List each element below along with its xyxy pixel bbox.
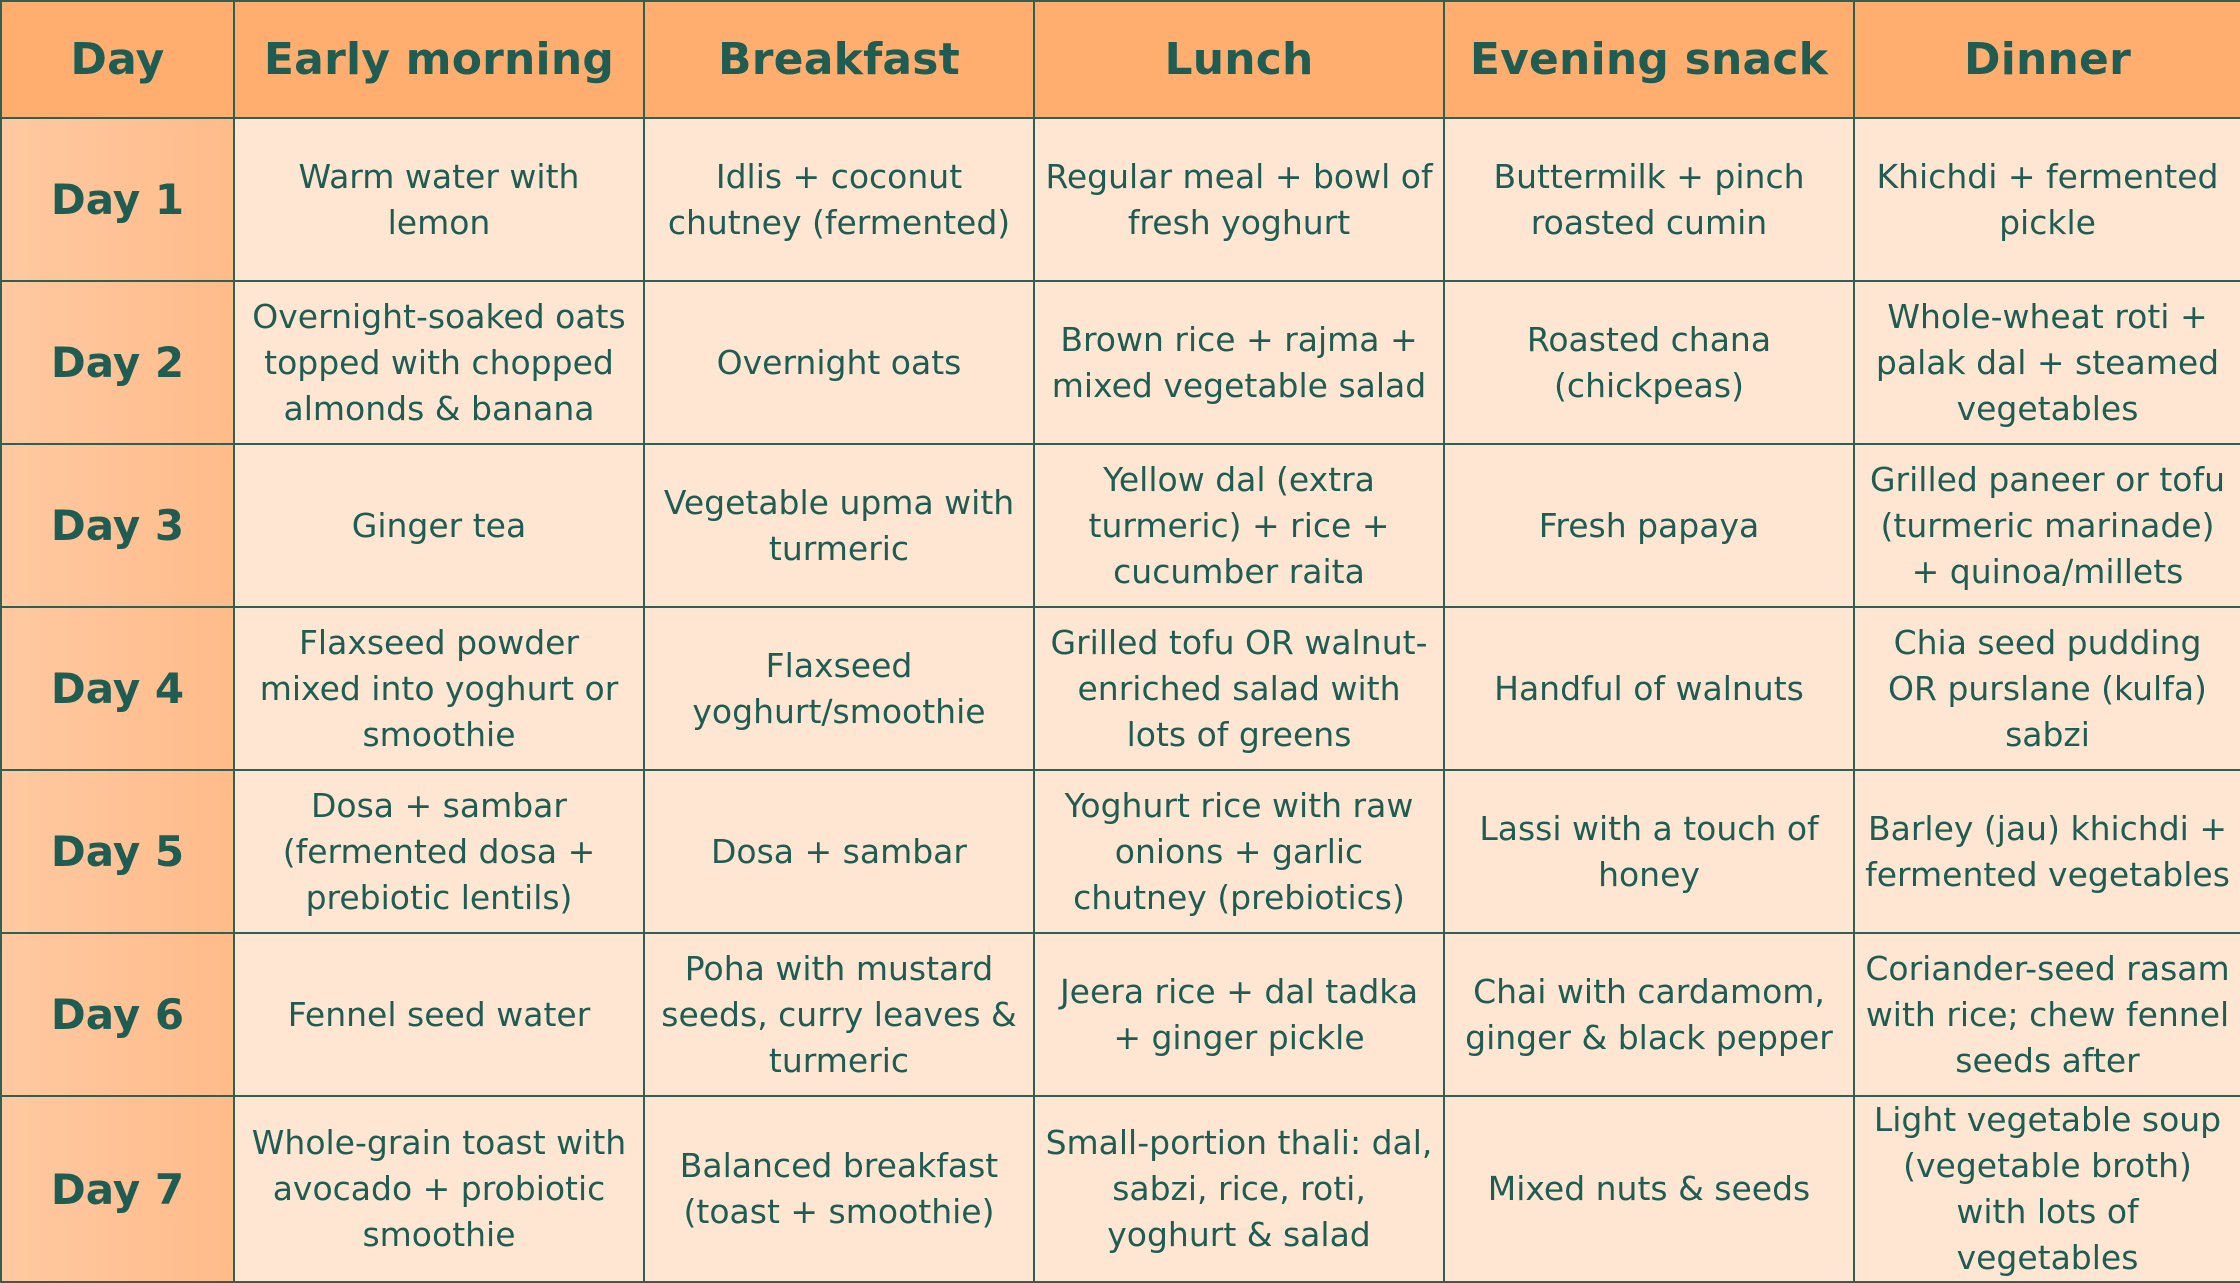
breakfast-cell: Balanced breakfast (toast + smoothie) [644, 1096, 1034, 1282]
day-label: Day 5 [1, 770, 234, 933]
early-morning-cell: Warm water with lemon [234, 118, 644, 281]
table-body [1, 118, 2240, 1282]
evening-snack-cell: Roasted chana (chickpeas) [1444, 281, 1854, 444]
evening-snack-cell: Lassi with a touch of honey [1444, 770, 1854, 933]
dinner-cell: Barley (jau) khichdi + fermented vegetables [1854, 770, 2240, 933]
dinner-cell: Chia seed pudding OR purslane (kulfa) sabzi [1854, 607, 2240, 770]
table-row [1, 281, 2240, 444]
evening-snack-cell: Fresh papaya [1444, 444, 1854, 607]
evening-snack-cell: Chai with cardamom, ginger & black pepper [1444, 933, 1854, 1096]
table-row [1, 1096, 2240, 1282]
lunch-cell: Jeera rice + dal tadka + ginger pickle [1034, 933, 1444, 1096]
early-morning-cell: Whole-grain toast with avocado + probiotic smoothie [234, 1096, 644, 1282]
early-morning-cell: Dosa + sambar (fermented dosa + prebiotic lentils) [234, 770, 644, 933]
early-morning-cell: Flaxseed powder mixed into yoghurt or smoothie [234, 607, 644, 770]
dinner-cell: Whole-wheat roti + palak dal + steamed vegetables [1854, 281, 2240, 444]
breakfast-cell: Dosa + sambar [644, 770, 1034, 933]
early-morning-cell: Fennel seed water [234, 933, 644, 1096]
lunch-cell: Brown rice + rajma + mixed vegetable salad [1034, 281, 1444, 444]
early-morning-cell: Overnight-soaked oats topped with chopped almonds & banana [234, 281, 644, 444]
header-dinner: Dinner [1854, 1, 2240, 118]
header-lunch: Lunch [1034, 1, 1444, 118]
evening-snack-cell: Buttermilk + pinch roasted cumin [1444, 118, 1854, 281]
header-day: Day [1, 1, 234, 118]
day-label: Day 7 [1, 1096, 234, 1282]
breakfast-cell: Vegetable upma with turmeric [644, 444, 1034, 607]
table-row [1, 118, 2240, 281]
dinner-cell: Grilled paneer or tofu (turmeric marinade) + quinoa/millets [1854, 444, 2240, 607]
table-row [1, 444, 2240, 607]
table-row [1, 607, 2240, 770]
day-label: Day 2 [1, 281, 234, 444]
header-early-morning: Early morning [234, 1, 644, 118]
table-header [1, 1, 2240, 118]
breakfast-cell: Idlis + coconut chutney (fermented) [644, 118, 1034, 281]
lunch-cell: Grilled tofu OR walnut-enriched salad with lots of greens [1034, 607, 1444, 770]
day-label: Day 6 [1, 933, 234, 1096]
lunch-cell: Yellow dal (extra turmeric) + rice + cucumber raita [1034, 444, 1444, 607]
dinner-cell: Khichdi + fermented pickle [1854, 118, 2240, 281]
breakfast-cell: Flaxseed yoghurt/smoothie [644, 607, 1034, 770]
dinner-cell: Coriander-seed rasam with rice; chew fennel seeds after [1854, 933, 2240, 1096]
day-label: Day 4 [1, 607, 234, 770]
lunch-cell: Small-portion thali: dal, sabzi, rice, roti, yoghurt & salad [1034, 1096, 1444, 1282]
dinner-cell: Light vegetable soup (vegetable broth) with lots of vegetables [1854, 1096, 2240, 1282]
evening-snack-cell: Handful of walnuts [1444, 607, 1854, 770]
table-row [1, 933, 2240, 1096]
breakfast-cell: Overnight oats [644, 281, 1034, 444]
breakfast-cell: Poha with mustard seeds, curry leaves & turmeric [644, 933, 1034, 1096]
lunch-cell: Yoghurt rice with raw onions + garlic chutney (prebiotics) [1034, 770, 1444, 933]
table-row [1, 770, 2240, 933]
day-label: Day 1 [1, 118, 234, 281]
lunch-cell: Regular meal + bowl of fresh yoghurt [1034, 118, 1444, 281]
header-breakfast: Breakfast [644, 1, 1034, 118]
evening-snack-cell: Mixed nuts & seeds [1444, 1096, 1854, 1282]
early-morning-cell: Ginger tea [234, 444, 644, 607]
header-evening-snack: Evening snack [1444, 1, 1854, 118]
day-label: Day 3 [1, 444, 234, 607]
header-row [1, 1, 2240, 118]
